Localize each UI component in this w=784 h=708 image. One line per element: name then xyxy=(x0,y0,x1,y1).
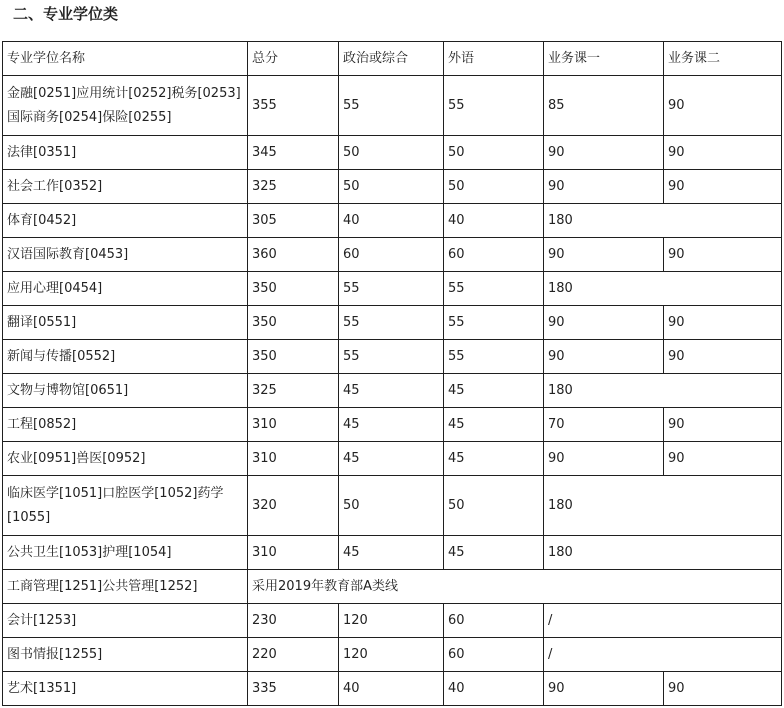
subject1-score-cell: 90 xyxy=(544,306,664,340)
language-score-cell: 50 xyxy=(444,476,544,536)
language-score-cell: 40 xyxy=(444,672,544,706)
table-row xyxy=(3,340,782,374)
degree-name-cell: 临床医学[1051]口腔医学[1052]药学[1055] xyxy=(3,476,248,536)
header-cell-name: 专业学位名称 xyxy=(3,42,248,76)
total-score-cell: 305 xyxy=(248,204,339,238)
total-score-cell: 345 xyxy=(248,136,339,170)
politics-score-cell: 40 xyxy=(339,204,444,238)
header-cell-politics: 政治或综合 xyxy=(339,42,444,76)
politics-score-cell: 50 xyxy=(339,170,444,204)
subject1-score-cell: 70 xyxy=(544,408,664,442)
degree-name-cell: 艺术[1351] xyxy=(3,672,248,706)
subject2-score-cell: 90 xyxy=(664,442,782,476)
total-score-cell: 310 xyxy=(248,442,339,476)
language-score-cell: 45 xyxy=(444,374,544,408)
degree-name-cell: 工程[0852] xyxy=(3,408,248,442)
table-row xyxy=(3,536,782,570)
politics-score-cell: 45 xyxy=(339,408,444,442)
total-score-cell: 335 xyxy=(248,672,339,706)
language-score-cell: 40 xyxy=(444,204,544,238)
politics-score-cell: 120 xyxy=(339,604,444,638)
subject2-score-cell: 90 xyxy=(664,170,782,204)
header-cell-subject2: 业务课二 xyxy=(664,42,782,76)
politics-score-cell: 45 xyxy=(339,442,444,476)
subject2-score-cell: 90 xyxy=(664,408,782,442)
politics-score-cell: 60 xyxy=(339,238,444,272)
table-row xyxy=(3,442,782,476)
language-score-cell: 55 xyxy=(444,76,544,136)
subject2-score-cell: 90 xyxy=(664,136,782,170)
subject1-score-cell: 85 xyxy=(544,76,664,136)
language-score-cell: 55 xyxy=(444,272,544,306)
total-score-cell: 320 xyxy=(248,476,339,536)
politics-score-cell: 45 xyxy=(339,374,444,408)
total-score-cell: 350 xyxy=(248,306,339,340)
degree-name-cell: 新闻与传播[0552] xyxy=(3,340,248,374)
total-score-cell: 355 xyxy=(248,76,339,136)
table-row xyxy=(3,672,782,706)
language-score-cell: 60 xyxy=(444,638,544,672)
total-score-cell: 310 xyxy=(248,536,339,570)
subject2-score-cell: 90 xyxy=(664,672,782,706)
language-score-cell: 55 xyxy=(444,340,544,374)
table-row xyxy=(3,306,782,340)
subject2-score-cell: 90 xyxy=(664,306,782,340)
politics-score-cell: 55 xyxy=(339,306,444,340)
subject1-score-cell: 90 xyxy=(544,170,664,204)
language-score-cell: 50 xyxy=(444,170,544,204)
language-score-cell: 50 xyxy=(444,136,544,170)
politics-score-cell: 55 xyxy=(339,272,444,306)
header-cell-language: 外语 xyxy=(444,42,544,76)
politics-score-cell: 40 xyxy=(339,672,444,706)
politics-score-cell: 50 xyxy=(339,136,444,170)
total-score-cell: 325 xyxy=(248,170,339,204)
degree-name-cell: 金融[0251]应用统计[0252]税务[0253]国际商务[0254]保险[0255] xyxy=(3,76,248,136)
total-score-cell: 360 xyxy=(248,238,339,272)
degree-name-cell: 会计[1253] xyxy=(3,604,248,638)
total-score-cell: 220 xyxy=(248,638,339,672)
subject2-score-cell: 90 xyxy=(664,76,782,136)
politics-score-cell: 55 xyxy=(339,340,444,374)
table-row xyxy=(3,638,782,672)
degree-name-cell: 农业[0951]兽医[0952] xyxy=(3,442,248,476)
language-score-cell: 60 xyxy=(444,604,544,638)
degree-name-cell: 翻译[0551] xyxy=(3,306,248,340)
header-cell-total: 总分 xyxy=(248,42,339,76)
table-row xyxy=(3,604,782,638)
language-score-cell: 45 xyxy=(444,442,544,476)
politics-score-cell: 120 xyxy=(339,638,444,672)
subject1-score-cell: 90 xyxy=(544,238,664,272)
degree-name-cell: 汉语国际教育[0453] xyxy=(3,238,248,272)
subject2-score-cell: 90 xyxy=(664,340,782,374)
total-score-cell: 325 xyxy=(248,374,339,408)
subject-combined-score-cell: 180 xyxy=(544,272,782,306)
header-cell-subject1: 业务课一 xyxy=(544,42,664,76)
table-row xyxy=(3,476,782,536)
language-score-cell: 60 xyxy=(444,238,544,272)
table-row xyxy=(3,76,782,136)
degree-name-cell: 体育[0452] xyxy=(3,204,248,238)
table-header-row xyxy=(3,42,782,76)
table-row xyxy=(3,170,782,204)
table-row xyxy=(3,272,782,306)
total-score-cell: 350 xyxy=(248,340,339,374)
table-row xyxy=(3,238,782,272)
subject1-score-cell: 90 xyxy=(544,136,664,170)
politics-score-cell: 45 xyxy=(339,536,444,570)
subject-combined-score-cell: / xyxy=(544,604,782,638)
table-row xyxy=(3,136,782,170)
language-score-cell: 45 xyxy=(444,536,544,570)
subject-combined-score-cell: / xyxy=(544,638,782,672)
subject-combined-score-cell: 180 xyxy=(544,204,782,238)
language-score-cell: 55 xyxy=(444,306,544,340)
score-table xyxy=(2,41,782,706)
subject-combined-score-cell: 180 xyxy=(544,536,782,570)
subject1-score-cell: 90 xyxy=(544,340,664,374)
table-row xyxy=(3,570,782,604)
total-score-cell: 350 xyxy=(248,272,339,306)
total-score-cell: 310 xyxy=(248,408,339,442)
subject1-score-cell: 90 xyxy=(544,442,664,476)
degree-name-cell: 公共卫生[1053]护理[1054] xyxy=(3,536,248,570)
table-row xyxy=(3,374,782,408)
table-row xyxy=(3,204,782,238)
subject2-score-cell: 90 xyxy=(664,238,782,272)
degree-name-cell: 社会工作[0352] xyxy=(3,170,248,204)
score-note-cell: 采用2019年教育部A类线 xyxy=(248,570,782,604)
degree-name-cell: 文物与博物馆[0651] xyxy=(3,374,248,408)
subject-combined-score-cell: 180 xyxy=(544,374,782,408)
degree-name-cell: 应用心理[0454] xyxy=(3,272,248,306)
degree-name-cell: 工商管理[1251]公共管理[1252] xyxy=(3,570,248,604)
language-score-cell: 45 xyxy=(444,408,544,442)
total-score-cell: 230 xyxy=(248,604,339,638)
politics-score-cell: 55 xyxy=(339,76,444,136)
table-row xyxy=(3,408,782,442)
degree-name-cell: 法律[0351] xyxy=(3,136,248,170)
section-title: 二、专业学位类 xyxy=(13,5,119,23)
politics-score-cell: 50 xyxy=(339,476,444,536)
subject1-score-cell: 90 xyxy=(544,672,664,706)
subject-combined-score-cell: 180 xyxy=(544,476,782,536)
degree-name-cell: 图书情报[1255] xyxy=(3,638,248,672)
